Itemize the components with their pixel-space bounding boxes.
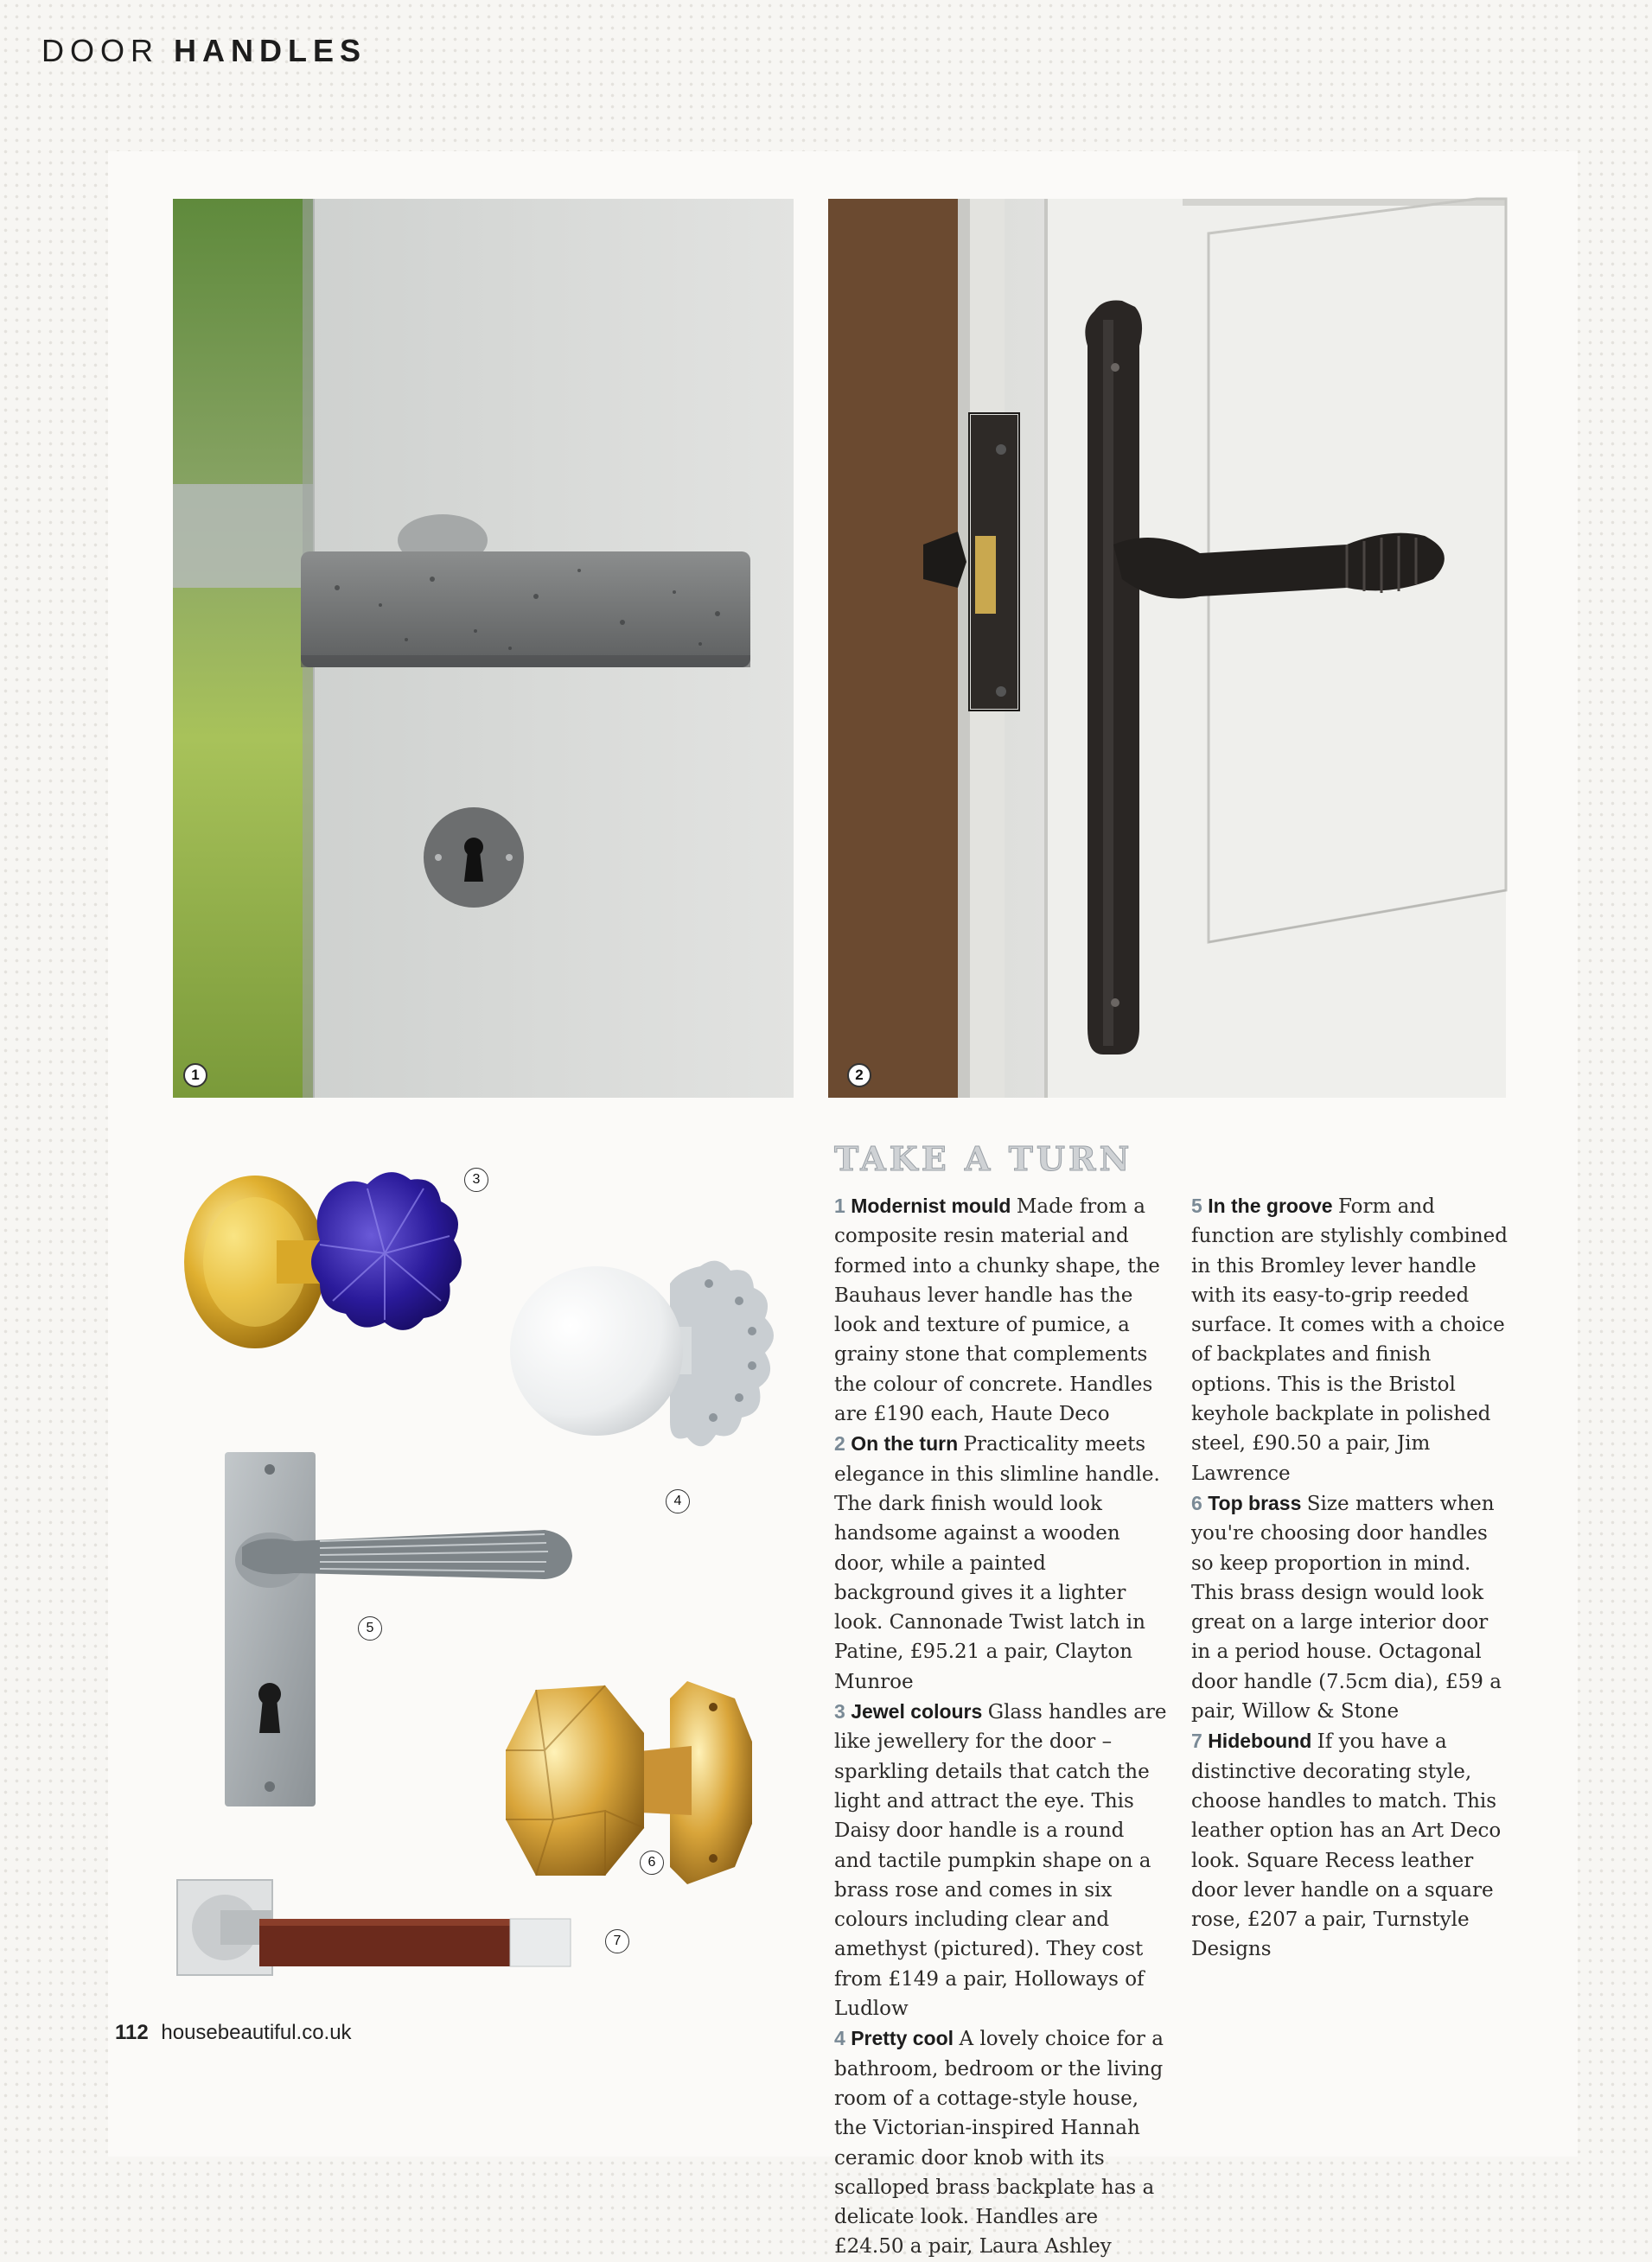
photo-concrete-lever-handle <box>173 199 794 1098</box>
entry-5-heading: In the groove <box>1208 1195 1338 1217</box>
photo2-number-badge: 2 <box>847 1063 871 1087</box>
entry-2-body: Practicality meets elegance in this slimline handle. The dark finish would look handsome against a wooden door, while a painted background gives it a lighter look. Cannonade Twist latch in Patine, £95.21 a pair, Clayton Munroe <box>834 1433 1160 1693</box>
entry-6-body: Size matters when you're choosing door handles so keep proportion in mind. This brass design would look great on a large interior door in a period house. Octagonal door handle (7.5cm dia), £59 a pair, Willow & Stone <box>1191 1492 1502 1724</box>
entry-1 <box>834 1191 1167 1429</box>
entry-2 <box>834 1429 1167 1697</box>
photo1-number-badge: 1 <box>183 1063 207 1087</box>
site-url: housebeautiful.co.uk <box>161 2021 352 2044</box>
entry-6 <box>1191 1488 1511 1726</box>
product6-number: 6 <box>640 1851 664 1875</box>
product3-number: 3 <box>464 1168 488 1192</box>
entry-2-number: 2 <box>834 1432 852 1456</box>
entry-1-number: 1 <box>834 1195 852 1217</box>
entry-5-body: Form and function are stylishly combined in this Bromley lever handle with its easy-to-grip reeded surface. It comes with a choice of backplates and finish options. This is the Bristol keyhole backplate in polished steel, £90.50 a pair, Jim Lawrence <box>1191 1195 1508 1485</box>
section-header-light: DOOR <box>41 33 159 68</box>
product5-number: 5 <box>358 1616 382 1641</box>
entry-7-heading: Hidebound <box>1208 1730 1317 1753</box>
entry-3-heading: Jewel colours <box>851 1700 988 1724</box>
entry-3-number: 3 <box>834 1700 852 1724</box>
entry-3 <box>834 1697 1167 2023</box>
entry-3-body: Glass handles are like jewellery for the door – sparkling details that catch the light and attract the eye. This Daisy door handle is a round and tactile pumpkin shape on a brass rose and comes in six colours including clear and amethyst (pictured). They cost from £149 a pair, Holloways of Ludlow <box>834 1701 1167 2021</box>
entry-2-heading: On the turn <box>851 1432 964 1456</box>
product7-number: 7 <box>605 1929 629 1953</box>
entry-1-body: Made from a composite resin material and formed into a chunky shape, the Bauhaus lever handle has the look and texture of pumice, a grainy stone that complements the colour of concrete. Handles are £190 each, Haute Deco <box>834 1195 1160 1426</box>
entry-4-heading: Pretty cool <box>851 2027 960 2050</box>
product4-number: 4 <box>666 1489 690 1513</box>
entry-5-number: 5 <box>1191 1195 1209 1217</box>
section-header <box>41 33 367 69</box>
entry-5 <box>1191 1191 1511 1488</box>
page-footer <box>115 2021 352 2045</box>
photo-black-iron-lever-handle <box>828 199 1506 1098</box>
article-column-2 <box>1191 1191 1511 1965</box>
entry-4-body: A lovely choice for a bathroom, bedroom or the living room of a cottage-style house, the Victorian-inspired Hannah ceramic door knob with its scalloped brass backplate has a delicate look. Handles are £24.50 a pair, Laura Ashley <box>834 2028 1164 2259</box>
section-header-bold: HANDLES <box>174 33 367 68</box>
entry-1-heading: Modernist mould <box>851 1195 1017 1217</box>
entry-6-number: 6 <box>1191 1491 1209 1514</box>
page-number: 112 <box>115 2021 149 2044</box>
article-column-1 <box>834 1191 1167 2262</box>
entry-7-body: If you have a distinctive decorating style, choose handles to match. This leather option has an Art Deco look. Square Recess leather door lever handle on a square rose, £207 a pair, Turnstyle Designs <box>1191 1730 1502 1961</box>
product-brass-octagonal-knob <box>484 1673 804 1897</box>
product-amethyst-glass-knob <box>173 1154 481 1370</box>
entry-4-number: 4 <box>834 2027 852 2050</box>
product-leather-lever-handle <box>173 1876 657 1988</box>
entry-7 <box>1191 1726 1511 1964</box>
article-title: TAKE A TURN <box>834 1139 1133 1178</box>
entry-7-number: 7 <box>1191 1730 1209 1753</box>
entry-6-heading: Top brass <box>1208 1491 1307 1514</box>
entry-4 <box>834 2023 1167 2261</box>
